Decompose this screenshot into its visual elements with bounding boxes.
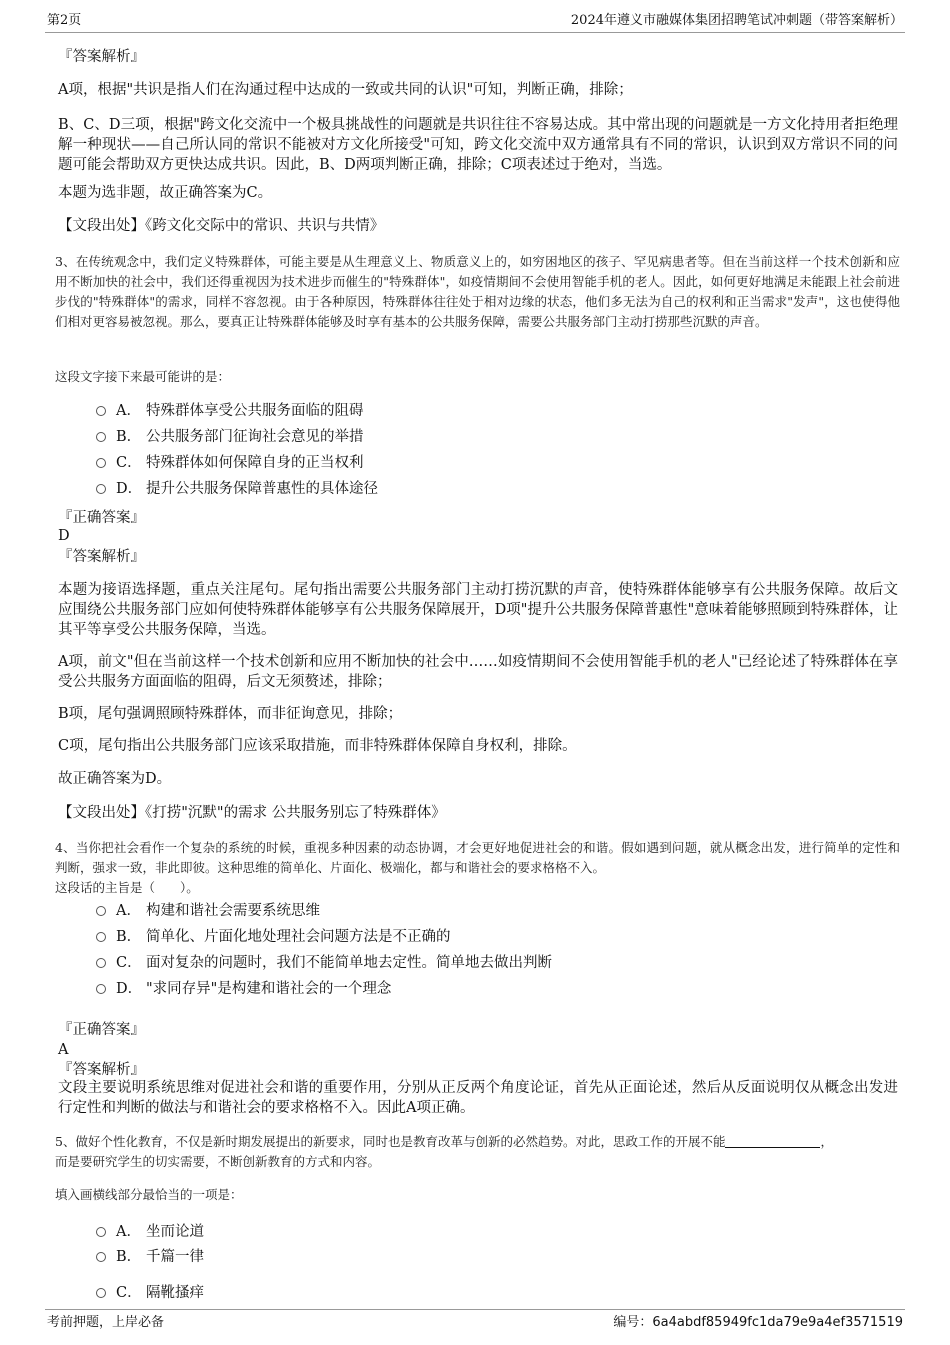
option-letter: D．	[116, 481, 143, 497]
page-footer	[45, 1309, 905, 1332]
q4-option-a[interactable]	[96, 900, 320, 922]
q3-analysis-p2: A项，前文"但在当前这样一个技术创新和应用不断加快的社会中……如疫情期间不会使用智能手机的老人"已经论述了特殊群体在享受公共服务方面面临的阻碍，后文无须赘述，排除；	[58, 654, 898, 690]
option-text: 隔靴搔痒	[146, 1285, 204, 1301]
page-header	[45, 12, 905, 33]
option-letter: D．	[116, 981, 143, 997]
radio-icon[interactable]	[96, 932, 106, 942]
radio-icon[interactable]	[96, 1252, 106, 1262]
q5-stem-before: 5、做好个性化教育，不仅是新时期发展提出的新要求，同时也是教育改革与创新的必然趋势。对此，思政工作的开展不能	[55, 1134, 726, 1149]
q3-stem: 3、在传统观念中，我们定义特殊群体，可能主要是从生理意义上、物质意义上的，如穷困地区的孩子、罕见病患者等。但在当前这样一个技术创新和应用不断加快的社会中，我们还得重视因为技术进步而催生的"特殊群体"，如疫情期间不会使用智能手机的老人。因此，如何更好地满足未能跟上社会前进步伐的"特殊群体"的需求，同样不容忽视。由于各种原因，特殊群体往往处于相对边缘的状态，他们多无法为自己的权利和正当需求"发声"，这也使得他们相对更容易被忽视。那么，要真正让特殊群体能够及时享有基本的公共服务保障，需要公共服务部门主动打捞那些沉默的声音。	[55, 254, 900, 329]
option-letter: C．	[116, 955, 142, 971]
q4-analysis-label: 『答案解析』	[58, 1062, 145, 1078]
option-text: 公共服务部门征询社会意见的举措	[146, 429, 364, 445]
option-letter: A．	[116, 903, 141, 919]
q3-option-d[interactable]	[96, 478, 378, 500]
radio-icon[interactable]	[96, 1227, 106, 1237]
document-id-label: 编号：	[613, 1315, 653, 1330]
document-title: 2024年遵义市融媒体集团招聘笔试冲刺题（带答案解析）	[570, 13, 903, 28]
option-text: 特殊群体享受公共服务面临的阻碍	[146, 403, 364, 419]
option-letter: B．	[116, 429, 142, 445]
document-id	[613, 1312, 903, 1334]
option-letter: A．	[116, 1224, 141, 1240]
q5-option-c[interactable]	[96, 1282, 204, 1304]
page-number: 第2页	[47, 13, 82, 28]
radio-icon[interactable]	[96, 406, 106, 416]
q2-source: 【文段出处】《跨文化交际中的常识、共识与共情》	[58, 218, 385, 234]
q3-analysis-p5: 故正确答案为D。	[58, 771, 172, 787]
q4-answer-label: 『正确答案』	[58, 1022, 145, 1038]
footer-slogan: 考前押题，上岸必备	[47, 1315, 165, 1330]
q4-option-c[interactable]	[96, 952, 552, 974]
q4-option-b[interactable]	[96, 926, 451, 948]
option-text: 坐而论道	[146, 1224, 204, 1240]
q3-answer-label: 『正确答案』	[58, 510, 145, 526]
q3-analysis-p4: C项，尾句指出公共服务部门应该采取措施，而非特殊群体保障自身权利，排除。	[58, 738, 577, 754]
q4-stem: 4、当你把社会看作一个复杂的系统的时候，重视多种因素的动态协调，才会更好地促进社会的和谐。假如遇到问题，就从概念出发，进行简单的定性和判断，强求一致，非此即彼。这种思维的简单化、片面化、极端化，都与和谐社会的要求格格不入。	[55, 840, 900, 875]
q3-analysis-label: 『答案解析』	[58, 549, 145, 565]
radio-icon[interactable]	[96, 984, 106, 994]
option-letter: C．	[116, 1285, 142, 1301]
option-letter: C．	[116, 455, 142, 471]
q5-stem-after: ，	[820, 1134, 833, 1149]
q3-prompt: 这段文字接下来最可能讲的是：	[55, 369, 231, 384]
option-text: 面对复杂的问题时，我们不能简单地去定性。简单地去做出判断	[146, 955, 552, 971]
q3-option-a[interactable]	[96, 400, 364, 422]
option-letter: B．	[116, 929, 142, 945]
q3-source: 【文段出处】《打捞"沉默"的需求 公共服务别忘了特殊群体》	[58, 805, 446, 821]
radio-icon[interactable]	[96, 906, 106, 916]
q3-analysis-p1: 本题为接语选择题，重点关注尾句。尾句指出需要公共服务部门主动打捞沉默的声音，使特殊群体能够享有公共服务保障。故后文应围绕公共服务部门应如何使特殊群体能够享有公共服务保障展开，D项"提升公共服务保障普惠性"意味着能够照顾到特殊群体，让其平等享受公共服务保障，当选。	[58, 582, 898, 638]
q3-option-c[interactable]	[96, 452, 364, 474]
q4-analysis-p1: 文段主要说明系统思维对促进社会和谐的重要作用，分别从正反两个角度论证，首先从正面论述，然后从反面说明仅从概念出发进行定性和判断的做法与和谐社会的要求格格不入。因此A项正确。	[58, 1080, 898, 1116]
radio-icon[interactable]	[96, 958, 106, 968]
document-id-code: 6a4abdf85949fc1da79e9a4ef3571519	[652, 1315, 903, 1330]
q5-stem	[55, 1132, 833, 1152]
q5-option-b[interactable]	[96, 1246, 204, 1268]
option-text: 特殊群体如何保障自身的正当权利	[146, 455, 364, 471]
q3-answer: D	[58, 528, 70, 544]
radio-icon[interactable]	[96, 484, 106, 494]
fill-blank	[725, 1133, 820, 1148]
q5-prompt: 填入画横线部分最恰当的一项是：	[55, 1187, 243, 1202]
q2-analysis-label: 『答案解析』	[58, 49, 145, 65]
option-text: 构建和谐社会需要系统思维	[146, 903, 320, 919]
q3-analysis-p3: B项，尾句强调照顾特殊群体，而非征询意见，排除；	[58, 706, 403, 722]
q4-option-d[interactable]	[96, 978, 391, 1000]
q4-answer: A	[58, 1042, 69, 1058]
q2-analysis-p2: B、C、D三项，根据"跨文化交流中一个极具挑战性的问题就是共识往往不容易达成。其中常出现的问题就是一方文化持用者拒绝理解一种现状——自己所认同的常识不能被对方文化所接受"可知，跨文化交流中双方通常具有不同的常识，认识到双方常识不同的问题可能会帮助双方更快达成共识。因此，B、D两项判断正确，排除；C项表述过于绝对，当选。	[58, 117, 898, 173]
radio-icon[interactable]	[96, 458, 106, 468]
q5-stem-line2: 而是要研究学生的切实需要，不断创新教育的方式和内容。	[55, 1154, 381, 1169]
radio-icon[interactable]	[96, 1288, 106, 1298]
option-letter: A．	[116, 403, 141, 419]
radio-icon[interactable]	[96, 432, 106, 442]
q2-analysis-p3: 本题为选非题，故正确答案为C。	[58, 185, 273, 201]
q3-option-b[interactable]	[96, 426, 364, 448]
option-text: 提升公共服务保障普惠性的具体途径	[146, 481, 378, 497]
q5-option-a[interactable]	[96, 1221, 204, 1243]
option-text: "求同存异"是构建和谐社会的一个理念	[146, 981, 392, 997]
option-letter: B．	[116, 1249, 142, 1265]
option-text: 简单化、片面化地处理社会问题方法是不正确的	[146, 929, 451, 945]
q2-analysis-p1: A项，根据"共识是指人们在沟通过程中达成的一致或共同的认识"可知，判断正确，排除；	[58, 82, 633, 98]
q4-prompt: 这段话的主旨是（ ）。	[55, 880, 199, 895]
option-text: 千篇一律	[146, 1249, 204, 1265]
